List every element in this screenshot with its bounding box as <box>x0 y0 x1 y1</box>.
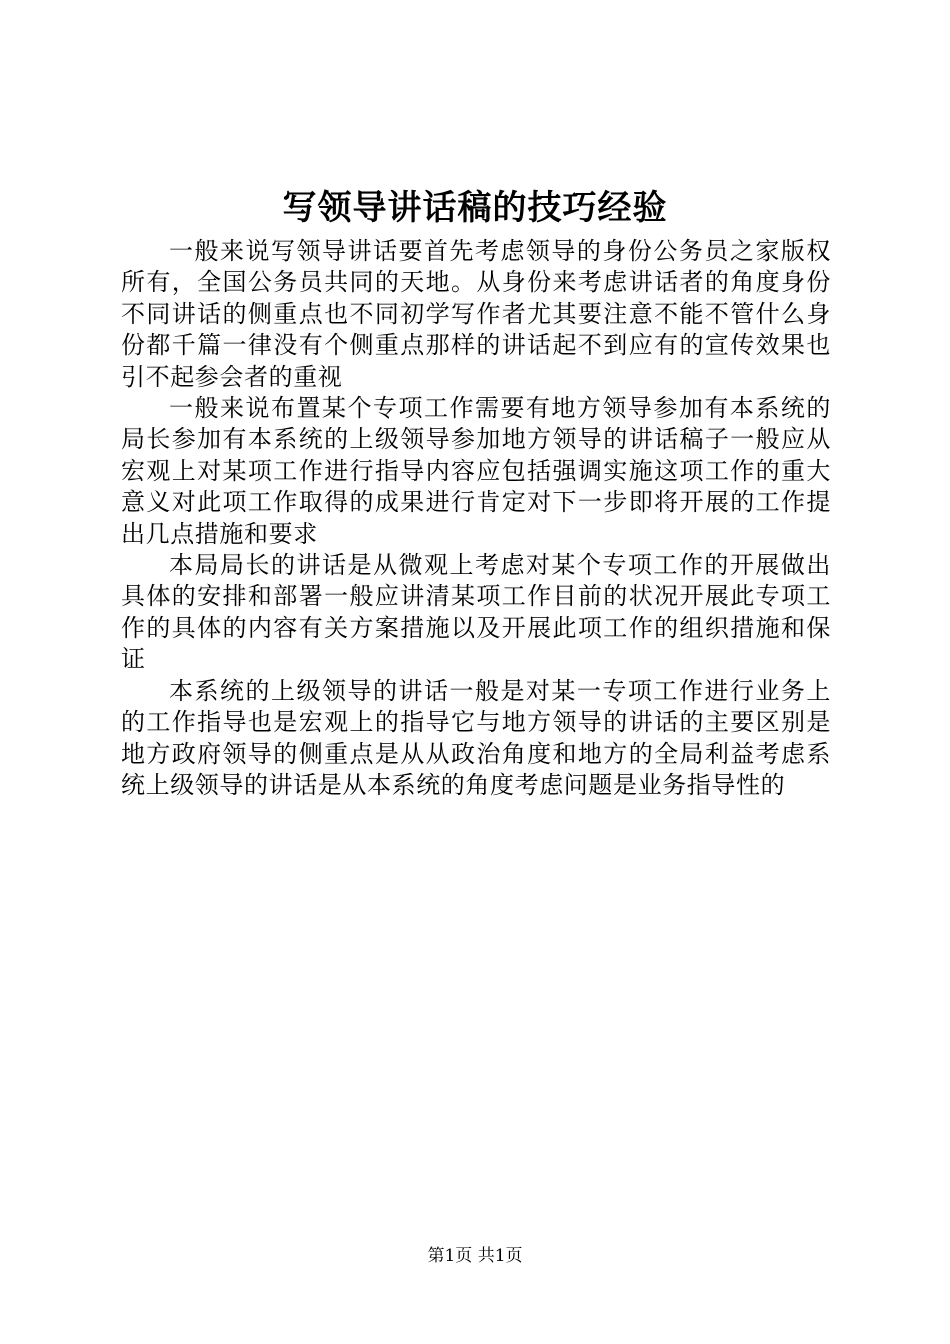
document-body <box>121 236 831 801</box>
document-title: 写领导讲话稿的技巧经验 <box>282 188 668 228</box>
paragraph-1: 一般来说写领导讲话要首先考虑领导的身份公务员之家版权所有，全国公务员共同的天地。从身份来考虑讲话者的角度身份不同讲话的侧重点也不同初学写作者尤其要注意不能不管什么身份都千篇一律没有个侧重点那样的讲话起不到应有的宣传效果也引不起参会者的重视 <box>121 237 831 391</box>
page-footer: 第1页 共1页 <box>427 1246 523 1266</box>
paragraph-3: 本局局长的讲话是从微观上考虑对某个专项工作的开展做出具体的安排和部署一般应讲清某项工作目前的状况开展此专项工作的具体的内容有关方案措施以及开展此项工作的组织措施和保证 <box>121 551 831 674</box>
paragraph-4: 本系统的上级领导的讲话一般是对某一专项工作进行业务上的工作指导也是宏观上的指导它与地方领导的讲话的主要区别是地方政府领导的侧重点是从从政治角度和地方的全局利益考虑系统上级领导的讲话是从本系统的角度考虑问题是业务指导性的 <box>121 676 831 799</box>
paragraph-2: 一般来说布置某个专项工作需要有地方领导参加有本系统的局长参加有本系统的上级领导参加地方领导的讲话稿子一般应从宏观上对某项工作进行指导内容应包括强调实施这项工作的重大意义对此项工作取得的成果进行肯定对下一步即将开展的工作提出几点措施和要求 <box>121 394 831 548</box>
